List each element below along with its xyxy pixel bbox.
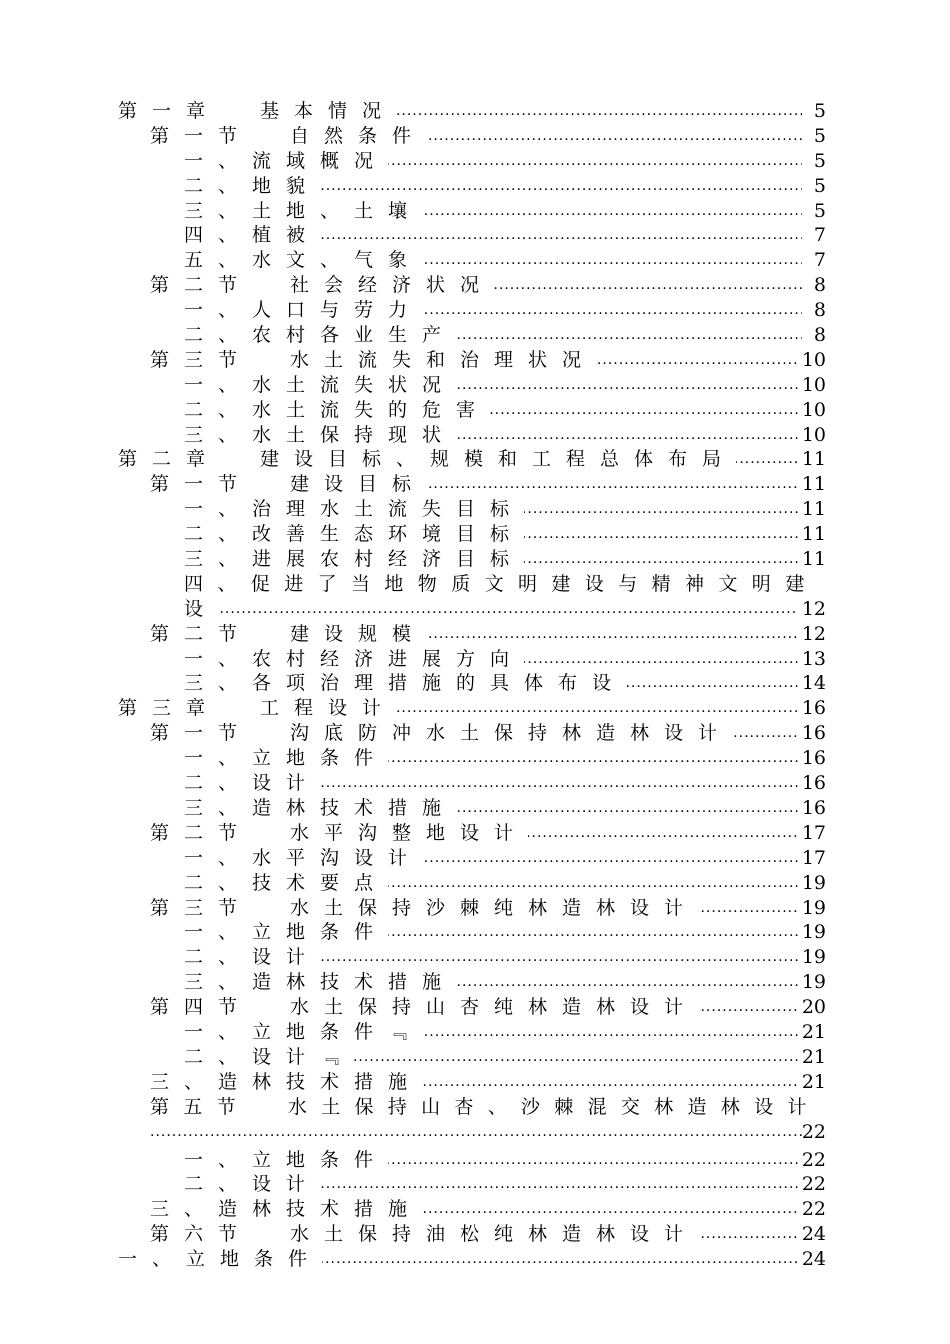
toc-entry[interactable] — [0, 896, 950, 921]
toc-entry-page: 17 — [798, 846, 826, 871]
toc-entry[interactable] — [0, 1045, 950, 1070]
toc-entry[interactable] — [0, 647, 950, 672]
toc-entry-label — [184, 846, 422, 871]
toc-entry-title: 三、进展农村经济目标 — [184, 548, 525, 571]
toc-entry-page: 19 — [798, 871, 826, 896]
toc-entry-title: 五、水文、气象 — [184, 249, 423, 272]
toc-entry-title: 三、造林技术措施 — [150, 1198, 423, 1221]
toc-entry[interactable] — [0, 846, 950, 871]
toc-entry-title: 一、流域概况 — [184, 149, 389, 172]
toc-entry-page: 10 — [798, 348, 826, 373]
toc-entry-prefix: 第三章 — [118, 697, 221, 720]
toc-entry-page: 11 — [798, 522, 826, 547]
toc-entry[interactable] — [0, 871, 950, 896]
toc-entry-label — [184, 1172, 320, 1197]
toc-entry-title: 三、水土保持现状 — [184, 423, 457, 446]
toc-entry-page: 10 — [798, 398, 826, 423]
toc-entry-title: 建设目标、规模和工程总体布局 — [260, 448, 737, 471]
toc-entry-page: 11 — [798, 547, 826, 572]
toc-entry-page: 5 — [810, 174, 826, 199]
toc-entry-title: 一、水土流失状况 — [184, 373, 457, 396]
toc-entry-label — [184, 572, 819, 597]
toc-entry-page: 17 — [798, 821, 826, 846]
toc-entry-title: 二、改善生态环境目标 — [184, 523, 525, 546]
toc-entry-page: 16 — [798, 696, 826, 721]
toc-entry[interactable] — [0, 298, 950, 323]
leader-dots — [150, 1120, 802, 1145]
toc-entry-page: 5 — [810, 99, 826, 124]
toc-entry-prefix: 第二节 — [150, 821, 253, 844]
toc-entry-label — [184, 323, 456, 348]
toc-entry[interactable] — [0, 398, 950, 423]
toc-entry-prefix: 第六节 — [150, 1223, 253, 1246]
toc-entry-title: 三、造林技术措施 — [150, 1070, 423, 1093]
toc-entry-label — [150, 472, 426, 497]
toc-entry[interactable] — [0, 1222, 950, 1247]
toc-entry-page: 5 — [810, 149, 826, 174]
toc-entry[interactable] — [0, 248, 950, 273]
toc-entry-page: 10 — [798, 373, 826, 398]
toc-entry[interactable] — [0, 1197, 950, 1222]
toc-entry[interactable] — [0, 945, 950, 970]
toc-entry-label — [184, 398, 490, 423]
toc-entry-title: 二、地貌 — [184, 174, 321, 197]
toc-entry-title: 一、立地条件﹃ — [184, 1020, 423, 1043]
toc-entry[interactable] — [0, 721, 950, 746]
toc-entry[interactable] — [0, 547, 950, 572]
toc-entry-page: 22 — [798, 1172, 826, 1197]
toc-entry-prefix: 第三节 — [150, 348, 253, 371]
toc-entry-title: 二、设计 — [184, 772, 321, 795]
toc-entry-title: 二、设计 — [184, 1173, 321, 1196]
toc-entry-page: 22 — [798, 1197, 826, 1222]
toc-entry-prefix: 第二节 — [150, 622, 253, 645]
toc-entry-page: 19 — [798, 896, 826, 921]
toc-entry-label — [150, 1095, 821, 1120]
toc-entry[interactable] — [0, 1247, 950, 1272]
toc-entry-continuation — [0, 1120, 950, 1148]
toc-entry-label — [184, 1020, 422, 1045]
toc-entry-title: 水土保持沙棘纯林造林设计 — [290, 896, 699, 919]
toc-entry[interactable] — [0, 223, 950, 248]
toc-entry-label — [150, 1197, 422, 1222]
toc-entry[interactable] — [0, 348, 950, 373]
toc-entry-title: 一、立地条件 — [184, 921, 389, 944]
toc-entry[interactable] — [0, 99, 950, 124]
toc-entry[interactable] — [0, 472, 950, 497]
toc-entry-label — [150, 124, 426, 149]
toc-entry-page: 11 — [798, 447, 826, 472]
toc-entry[interactable] — [0, 622, 950, 647]
toc-entry-label — [184, 1148, 388, 1173]
toc-entry-label — [184, 423, 456, 448]
toc-entry-title: 沟底防冲水土保持林造林设计 — [290, 722, 733, 745]
toc-entry-page: 21 — [798, 1020, 826, 1045]
table-of-contents — [0, 99, 950, 1272]
toc-entry-label — [184, 223, 320, 248]
toc-entry-label — [184, 1045, 354, 1070]
toc-entry-title: 水土保持山杏纯林造林设计 — [290, 996, 699, 1019]
toc-entry-prefix: 第三节 — [150, 896, 253, 919]
toc-entry-page: 8 — [810, 273, 826, 298]
toc-entry[interactable] — [0, 796, 950, 821]
toc-entry[interactable] — [0, 497, 950, 522]
toc-entry[interactable] — [0, 920, 950, 945]
toc-entry[interactable] — [0, 373, 950, 398]
toc-entry-title: 社会经济状况 — [290, 274, 495, 297]
toc-entry-label — [184, 746, 388, 771]
toc-entry-page: 19 — [798, 945, 826, 970]
toc-entry-title: 建设规模 — [290, 622, 427, 645]
toc-entry-page: 24 — [798, 1222, 826, 1247]
toc-entry-prefix: 第四节 — [150, 996, 253, 1019]
toc-entry-prefix: 第一节 — [150, 473, 253, 496]
toc-entry-page: 16 — [798, 771, 826, 796]
toc-entry-continuation — [0, 597, 950, 622]
toc-entry-page: 24 — [798, 1247, 826, 1272]
toc-entry-page: 11 — [798, 497, 826, 522]
toc-entry-label — [150, 273, 494, 298]
toc-entry-page: 13 — [798, 647, 826, 672]
toc-entry[interactable] — [0, 1148, 950, 1173]
toc-entry-label — [118, 447, 736, 472]
toc-entry-title: 水土流失和治理状况 — [290, 348, 597, 371]
toc-entry-title: 三、各项治理措施的具体布设 — [184, 672, 627, 695]
toc-entry-title: 一、农村经济进展方向 — [184, 647, 525, 670]
toc-entry-label — [150, 896, 698, 921]
toc-entry[interactable] — [0, 124, 950, 149]
toc-entry-title: 四、植被 — [184, 224, 321, 247]
toc-entry-label — [150, 1222, 698, 1247]
toc-entry-page: 21 — [798, 1045, 826, 1070]
toc-entry-label — [118, 696, 396, 721]
toc-entry[interactable] — [0, 696, 950, 721]
toc-entry-label — [150, 348, 596, 373]
toc-entry-title: 水土保持山杏、沙棘混交林造林设计 — [287, 1095, 821, 1118]
toc-entry[interactable] — [0, 1070, 950, 1095]
toc-entry-label — [184, 373, 456, 398]
toc-entry-prefix: 第五节 — [150, 1095, 250, 1118]
toc-entry[interactable] — [0, 149, 950, 174]
toc-entry-title: 三、造林技术措施 — [184, 796, 457, 819]
toc-entry-prefix: 第二章 — [118, 448, 221, 471]
toc-entry-label — [184, 945, 320, 970]
toc-entry-label — [150, 721, 732, 746]
toc-entry-title: 自然条件 — [290, 124, 427, 147]
toc-entry-page: 16 — [798, 721, 826, 746]
toc-entry-page: 14 — [798, 671, 826, 696]
toc-entry[interactable] — [0, 423, 950, 448]
toc-entry-page: 16 — [798, 796, 826, 821]
toc-entry-title: 一、人口与劳力 — [184, 299, 423, 322]
toc-entry-label — [184, 871, 388, 896]
toc-entry-page: 11 — [798, 472, 826, 497]
toc-entry-page: 7 — [810, 223, 826, 248]
toc-entry-label — [184, 647, 524, 672]
toc-entry[interactable] — [0, 174, 950, 199]
toc-entry-title: 二、设计﹃ — [184, 1045, 355, 1068]
toc-entry-title: 水土保持油松纯林造林设计 — [290, 1223, 699, 1246]
toc-entry-label — [184, 547, 524, 572]
toc-entry-page: 16 — [798, 746, 826, 771]
toc-entry-label — [184, 771, 320, 796]
toc-entry[interactable] — [0, 572, 950, 597]
toc-entry-page: 20 — [798, 995, 826, 1020]
toc-entry-page: 12 — [798, 622, 826, 647]
toc-entry-page: 22 — [801, 1120, 826, 1143]
toc-entry-page: 12 — [798, 597, 826, 622]
toc-entry-title: 基本情况 — [260, 100, 397, 122]
toc-entry-label — [118, 1247, 322, 1272]
toc-entry-title: 一、立地条件 — [184, 1148, 389, 1171]
toc-entry-label — [184, 522, 524, 547]
leader-dots — [214, 597, 796, 622]
toc-entry-title: 二、水土流失的危害 — [184, 398, 491, 421]
toc-entry-label — [184, 248, 422, 273]
toc-entry-page: 5 — [810, 199, 826, 224]
toc-entry[interactable] — [0, 1020, 950, 1045]
toc-entry-label — [150, 995, 698, 1020]
toc-entry-page: 10 — [798, 423, 826, 448]
toc-entry-label — [184, 920, 388, 945]
toc-entry-label — [150, 622, 426, 647]
toc-entry-title-cont: 设 — [184, 597, 219, 620]
toc-entry-label — [184, 298, 422, 323]
toc-entry-page: 8 — [810, 323, 826, 348]
toc-entry-title: 三、造林技术措施 — [184, 971, 457, 994]
toc-entry-label — [150, 821, 528, 846]
toc-entry-title: 建设目标 — [290, 473, 427, 496]
toc-entry-label — [184, 796, 456, 821]
toc-entry-page: 21 — [798, 1070, 826, 1095]
toc-entry[interactable] — [0, 447, 950, 472]
toc-entry[interactable] — [0, 273, 950, 298]
toc-entry-page: 22 — [798, 1148, 826, 1173]
toc-entry-prefix: 第一节 — [150, 124, 253, 147]
toc-entry-page: 5 — [810, 124, 826, 149]
toc-entry-title: 工程设计 — [260, 697, 397, 720]
toc-entry-page: 8 — [810, 298, 826, 323]
toc-entry-title: 二、技术要点 — [184, 871, 389, 894]
toc-entry-title: 一、水平沟设计 — [184, 846, 423, 869]
toc-entry-page: 19 — [798, 920, 826, 945]
toc-entry[interactable] — [0, 746, 950, 771]
toc-entry[interactable] — [0, 323, 950, 348]
toc-entry[interactable] — [0, 821, 950, 846]
toc-entry-label — [184, 497, 524, 522]
toc-entry-title: 二、设计 — [184, 946, 321, 969]
toc-entry-prefix: 第一章 — [118, 100, 221, 122]
toc-entry-label — [184, 199, 422, 224]
toc-entry-title: 一、立地条件 — [184, 747, 389, 770]
toc-entry-page: 7 — [810, 248, 826, 273]
toc-entry[interactable] — [0, 671, 950, 696]
toc-entry[interactable] — [0, 1095, 950, 1120]
toc-entry-label — [184, 174, 320, 199]
toc-entry-title: 一、立地条件 — [118, 1248, 323, 1271]
toc-entry-page: 19 — [798, 970, 826, 995]
toc-entry-title: 三、土地、土壤 — [184, 199, 423, 222]
toc-entry[interactable] — [0, 522, 950, 547]
toc-entry-prefix: 第一节 — [150, 722, 253, 745]
toc-entry-title: 水平沟整地设计 — [290, 821, 529, 844]
toc-entry[interactable] — [0, 1172, 950, 1197]
toc-entry[interactable] — [0, 771, 950, 796]
toc-entry-label — [150, 1070, 422, 1095]
toc-entry-title: 四、促进了当地物质文明建设与精神文明建 — [184, 572, 819, 595]
toc-entry[interactable] — [0, 970, 950, 995]
toc-entry-title: 二、农村各业生产 — [184, 324, 457, 347]
toc-entry[interactable] — [0, 995, 950, 1020]
toc-entry[interactable] — [0, 199, 950, 224]
toc-entry-label — [184, 970, 456, 995]
toc-entry-label — [184, 149, 388, 174]
toc-entry-title: 一、治理水土流失目标 — [184, 498, 525, 521]
toc-entry-label — [184, 671, 626, 696]
toc-entry-label — [118, 99, 396, 124]
toc-entry-prefix: 第二节 — [150, 274, 253, 297]
